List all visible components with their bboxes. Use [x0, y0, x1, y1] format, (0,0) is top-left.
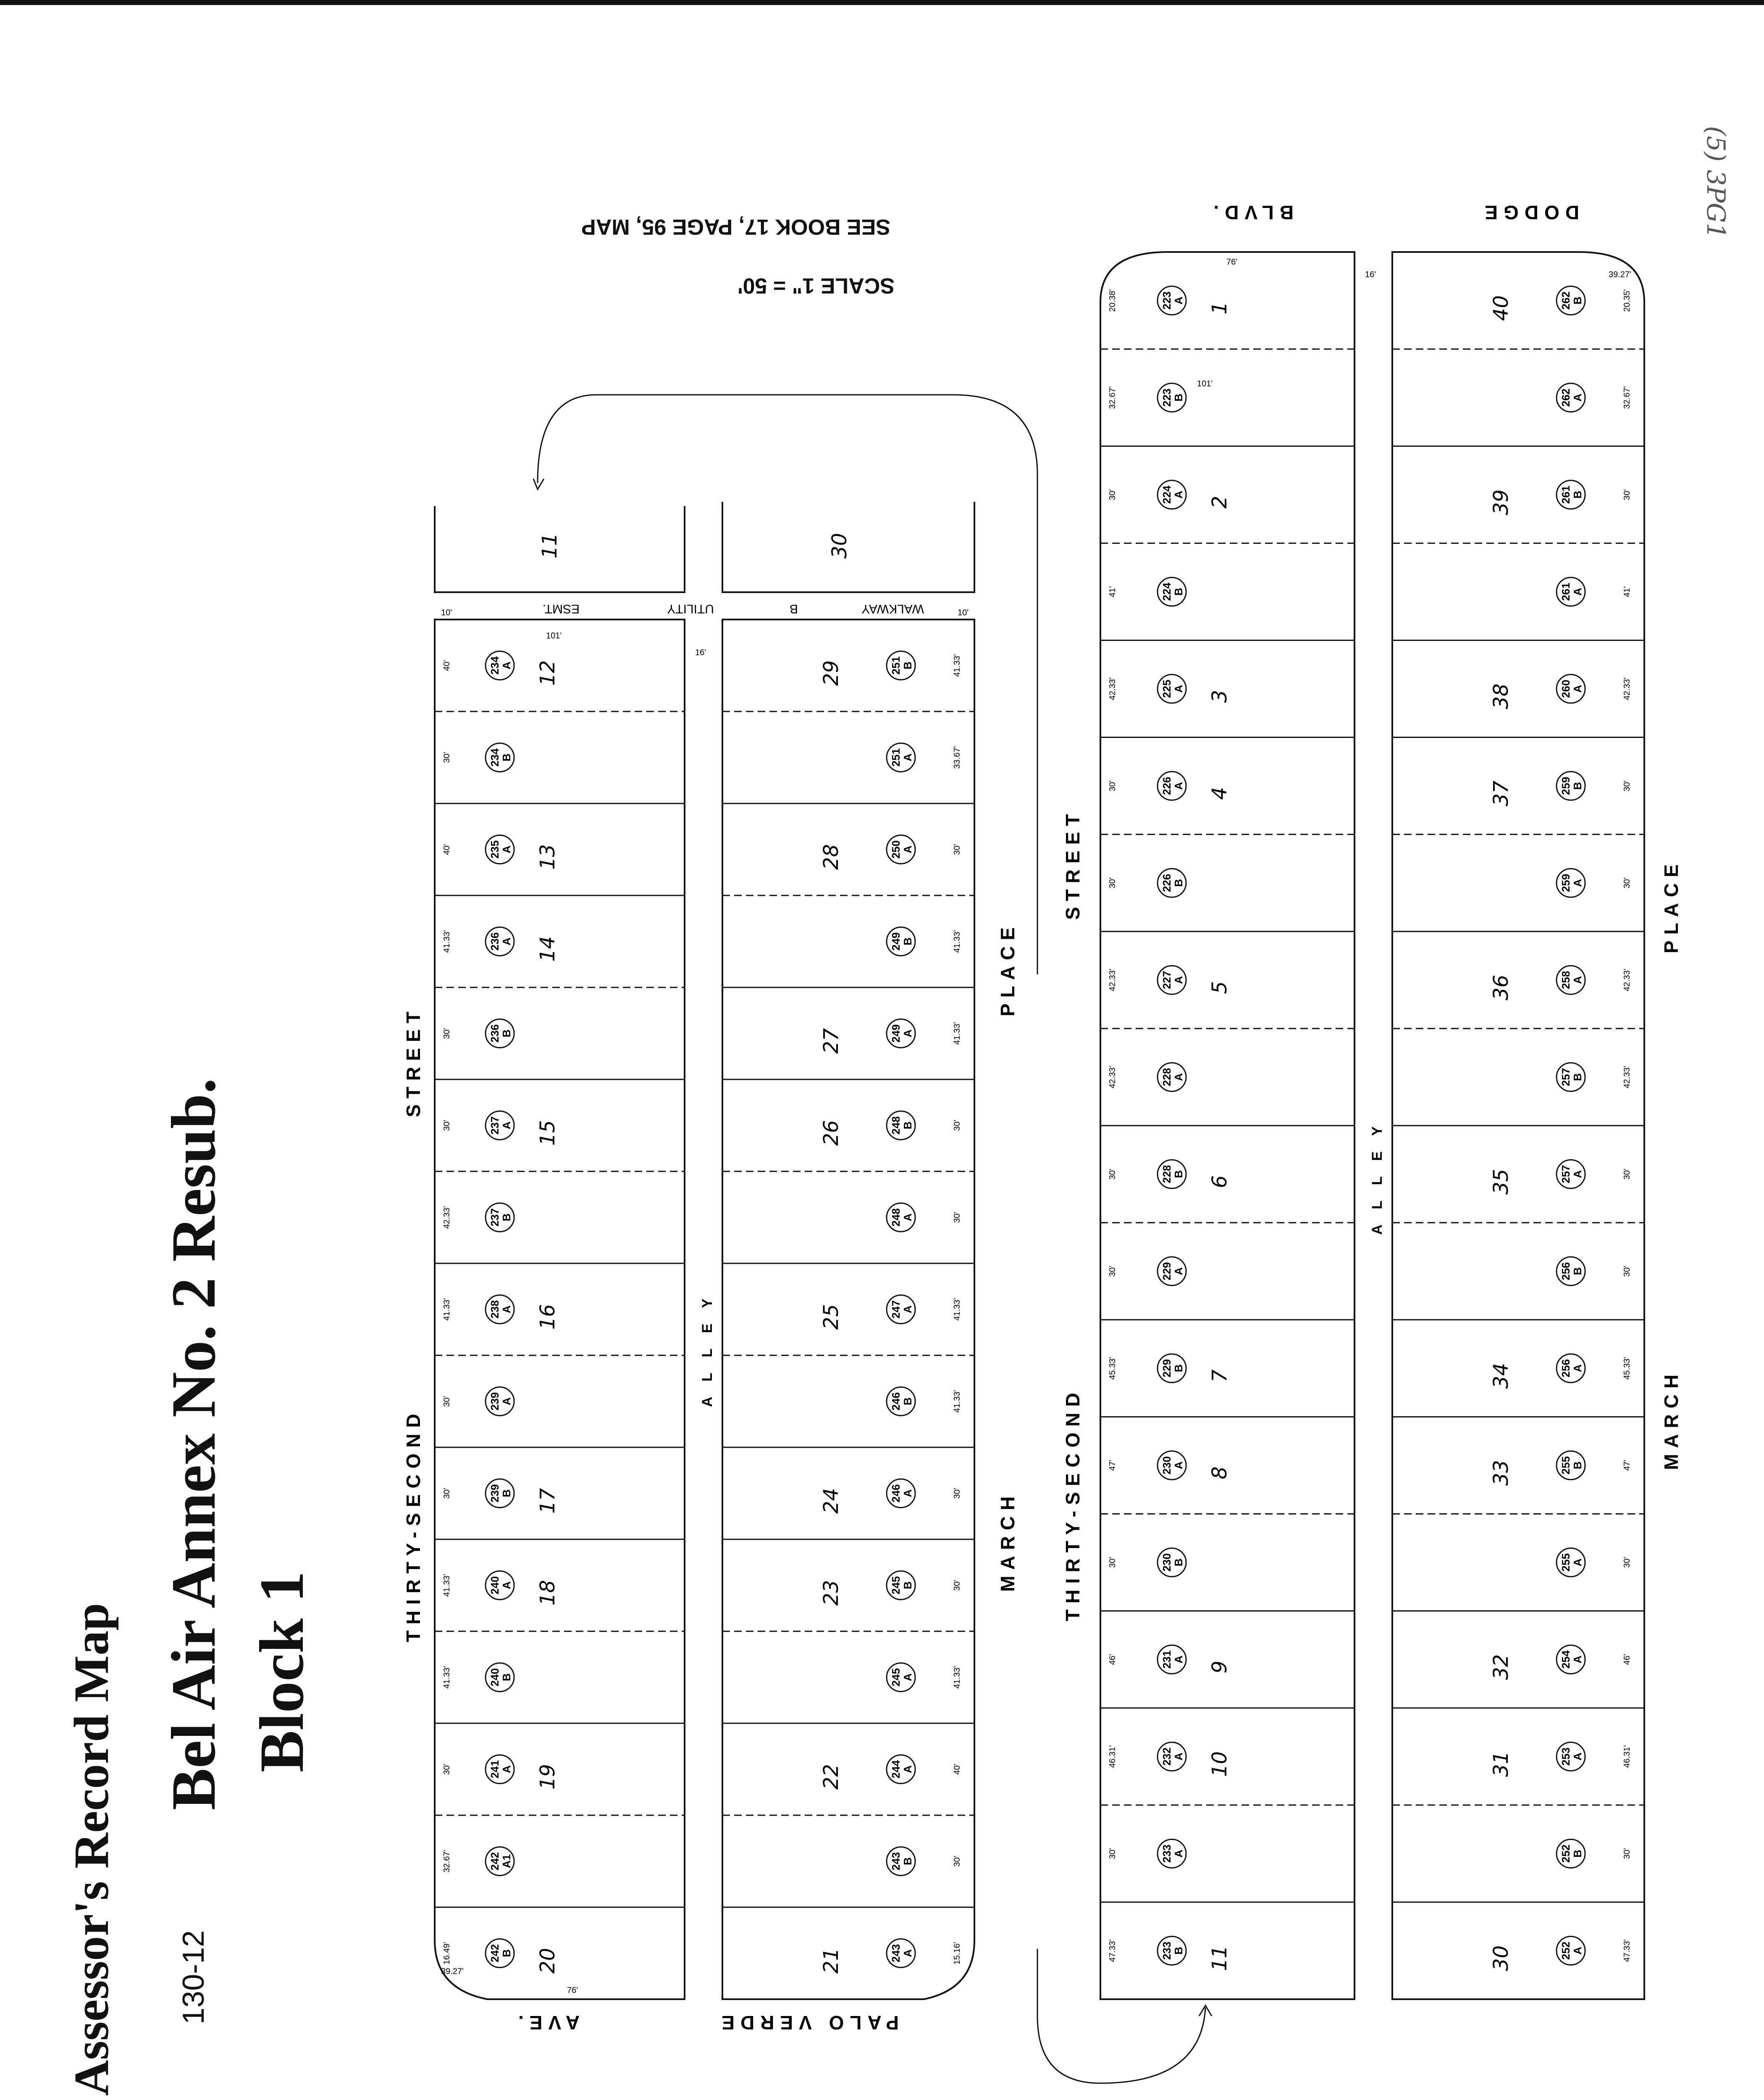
parcel-suffix: A: [1172, 782, 1185, 790]
parcel-suffix: A: [901, 753, 914, 761]
lot-number: 17: [536, 1488, 559, 1514]
street-march-center: MARCH: [997, 1490, 1018, 1592]
frontage-dimension: 41.33': [953, 930, 962, 953]
parcel-suffix: B: [901, 1121, 914, 1129]
parcel-suffix: A: [901, 1765, 914, 1773]
lot-number-top-left: 11: [538, 533, 562, 559]
parcel-suffix: A: [1571, 1558, 1584, 1567]
parcel-number: 228: [1160, 1068, 1173, 1087]
lot-number: 9: [1208, 1660, 1231, 1674]
parcel-suffix: A: [1571, 879, 1584, 887]
parcel-number: 227: [1160, 971, 1173, 990]
parcel-suffix: B: [901, 1397, 914, 1405]
parcel-number: 239: [488, 1392, 501, 1411]
frontage-dimension: 45.33': [1108, 1357, 1117, 1380]
lot-number: 37: [1489, 780, 1513, 806]
lot-number: 8: [1208, 1466, 1231, 1480]
lot-number: 29: [819, 660, 843, 686]
frontage-dimension: 30': [1108, 1557, 1117, 1568]
frontage-dimension: 30': [442, 1488, 452, 1499]
lot-number: 24: [819, 1488, 843, 1514]
parcel-suffix: A: [1172, 685, 1185, 693]
parcel-suffix: A: [901, 1949, 914, 1957]
frontage-dimension: 30': [1108, 877, 1117, 889]
parcel-number: 255: [1559, 1456, 1572, 1475]
frontage-dimension: 30': [953, 1488, 962, 1499]
parcel-suffix: A: [1571, 1170, 1584, 1178]
frontage-dimension: 42.33': [1622, 677, 1632, 700]
parcel-suffix: A: [500, 1581, 513, 1589]
lot-number: 31: [1489, 1751, 1513, 1777]
parcel-number: 260: [1559, 680, 1572, 698]
lot-number-top-right: 30: [828, 533, 851, 559]
handwritten-note: (5) 3PG1: [1701, 126, 1730, 239]
parcel-number: 252: [1559, 1941, 1572, 1960]
edge-dim-corner-right: 39.27': [1609, 270, 1631, 279]
parcel-number: 257: [1559, 1165, 1572, 1184]
frontage-dimension: 15.16': [953, 1942, 962, 1965]
parcel-suffix: A: [1172, 1655, 1185, 1664]
parcel-suffix: A: [901, 845, 914, 853]
street-dodge: DODGE: [1479, 202, 1579, 223]
lot-number: 28: [819, 844, 843, 870]
lot-number: 23: [819, 1580, 843, 1606]
parcel-suffix: B: [1172, 1558, 1185, 1567]
lot-number: 1: [1208, 302, 1231, 315]
parcel-number: 237: [488, 1208, 501, 1227]
lot-number: 18: [536, 1580, 559, 1606]
lot-number: 40: [1489, 295, 1513, 321]
parcel-suffix: A: [1172, 491, 1185, 499]
parcel-number: 261: [1559, 486, 1572, 504]
parcel-number: 251: [890, 656, 902, 675]
parcel-number: 251: [890, 748, 902, 767]
frontage-dimension: 30': [1108, 489, 1117, 500]
lot-number: 36: [1489, 974, 1513, 1000]
frontage-dimension: 47.33': [1108, 1939, 1117, 1962]
parcel-number: 230: [1160, 1456, 1173, 1475]
parcel-number: 241: [488, 1760, 501, 1779]
parcel-number: 226: [1160, 874, 1173, 892]
frontage-dimension: 20.38': [1108, 289, 1117, 312]
lot-number: 21: [819, 1948, 843, 1974]
utility-label: UTILITY: [667, 602, 714, 616]
frontage-dimension: 46': [1108, 1654, 1117, 1665]
parcel-number: 249: [890, 932, 902, 951]
see-book-note: SEE BOOK 17, PAGE 95, MAP: [581, 215, 890, 239]
parcel-number: 250: [890, 840, 902, 859]
street-thirty-second-right: THIRTY-SECOND: [1062, 1387, 1084, 1621]
parcel-suffix: A: [1571, 1947, 1584, 1955]
parcel-suffix: A: [1172, 1073, 1185, 1081]
parcel-number: 252: [1559, 1844, 1572, 1863]
parcel-suffix: B: [500, 1213, 513, 1221]
frontage-dimension: 41.33': [953, 1666, 962, 1689]
arrows: [533, 395, 1212, 2083]
parcel-suffix: A: [500, 1765, 513, 1773]
parcel-number: 225: [1160, 680, 1173, 698]
parcel-number: 234: [488, 748, 501, 767]
parcel-number: 223: [1160, 291, 1173, 310]
parcel-suffix: B: [500, 1489, 513, 1497]
lot-number: 19: [536, 1764, 559, 1790]
frontage-dimension: 46.31': [1108, 1745, 1117, 1768]
frontage-dimension: 40': [953, 1764, 962, 1775]
parcel-suffix: B: [1172, 588, 1185, 596]
edge-dim-16-left: 16': [695, 648, 706, 657]
frontage-dimension: 30': [1108, 1168, 1117, 1180]
parcel-suffix: A: [1571, 588, 1584, 596]
parcel-number: 234: [488, 656, 501, 675]
parcel-suffix: A: [901, 1305, 914, 1313]
frontage-dimension: 41.33': [442, 930, 452, 953]
parcel-suffix: A: [1571, 394, 1584, 402]
parcel-suffix: A: [1172, 1849, 1185, 1858]
parcel-suffix: A1: [500, 1854, 513, 1869]
street-thirty-second-left: THIRTY-SECOND: [402, 1408, 424, 1642]
parcel-number: 242: [488, 1852, 501, 1871]
parcel-suffix: B: [1172, 1947, 1185, 1955]
frontage-dimension: 46': [1622, 1654, 1632, 1665]
frontage-dimension: 41': [1108, 586, 1117, 597]
parcel-number: 237: [488, 1116, 501, 1135]
frontage-dimension: 46.31': [1622, 1745, 1632, 1768]
parcel-number: 242: [488, 1944, 501, 1963]
frontage-dimension: 41': [1622, 586, 1632, 597]
frontage-dimension: 30': [1622, 1265, 1632, 1277]
frontage-dimension: 30': [442, 1028, 452, 1039]
lot-number: 11: [1208, 1945, 1231, 1971]
street-label-right: STREET: [1062, 808, 1084, 920]
parcel-number: 239: [488, 1484, 501, 1503]
lot-number: 10: [1208, 1751, 1231, 1777]
frontage-dimension: 30': [1622, 877, 1632, 889]
frontage-dimension: 30': [1622, 1557, 1632, 1568]
frontage-dimension: 41.33': [442, 1666, 452, 1689]
parcel-number: 262: [1559, 388, 1572, 407]
lot-number: 15: [536, 1120, 559, 1146]
frontage-dimension: 30': [1622, 780, 1632, 792]
parcel-suffix: B: [1571, 491, 1584, 499]
frontage-dimension: 20.35': [1622, 289, 1632, 312]
parcel-suffix: B: [1172, 1364, 1185, 1373]
frontage-dimension: 33.67': [953, 746, 962, 769]
parcel-number: 230: [1160, 1553, 1173, 1572]
parcel-suffix: B: [500, 1029, 513, 1037]
parcel-suffix: B: [500, 1949, 513, 1957]
frontage-dimension: 41.33': [953, 654, 962, 677]
parcel-suffix: A: [1571, 1655, 1584, 1664]
parcel-number: 249: [890, 1024, 902, 1043]
parcel-suffix: B: [1172, 1170, 1185, 1178]
parcel-suffix: B: [1571, 782, 1584, 790]
parcel-number: 226: [1160, 777, 1173, 795]
lot-number: 27: [819, 1028, 843, 1054]
frontage-dimension: 45.33': [1622, 1357, 1632, 1380]
street-place-right: PLACE: [1660, 858, 1682, 953]
parcel-suffix: A: [500, 1397, 513, 1405]
parcel-suffix: A: [1571, 1364, 1584, 1373]
frontage-dimension: 30': [1622, 489, 1632, 500]
map-code: 130-12: [177, 1930, 210, 2024]
alley-left: A L L E Y: [699, 1292, 715, 1407]
parcel-suffix: B: [500, 753, 513, 761]
parcel-number: 233: [1160, 1941, 1173, 1960]
parcel-number: 236: [488, 932, 501, 951]
lot-number: 35: [1489, 1169, 1513, 1195]
street-ave: AVE.: [512, 2012, 580, 2034]
parcel-number: 245: [890, 1668, 902, 1687]
street-palo-verde: PALO VERDE: [716, 2012, 899, 2034]
parcel-number: 262: [1559, 291, 1572, 310]
edge-dim-76-top: 76': [1226, 257, 1238, 267]
lot-number: 2: [1208, 496, 1231, 509]
parcel-suffix: A: [1172, 297, 1185, 304]
frontage-dimension: 41.33': [442, 1574, 452, 1597]
parcel-suffix: A: [901, 1489, 914, 1497]
subdivision-title: Bel Air Annex No. 2 Resub.: [159, 1078, 228, 1810]
parcel-suffix: B: [901, 1581, 914, 1589]
parcel-number: 235: [488, 840, 501, 859]
frontage-dimension: 42.33': [442, 1206, 452, 1229]
parcel-number: 228: [1160, 1165, 1173, 1184]
edge-dim-corner-left: 39.27': [441, 1967, 464, 1976]
street-march-right: MARCH: [1660, 1368, 1682, 1470]
frontage-dimension: 30': [442, 752, 452, 763]
frontage-dimension: 41.33': [953, 1022, 962, 1045]
lot-number: 3: [1208, 690, 1231, 703]
frontage-dimension: 30': [953, 1856, 962, 1867]
frontage-dimension: 30': [1108, 780, 1117, 792]
parcel-suffix: B: [1172, 879, 1185, 887]
parcel-number: 246: [890, 1484, 902, 1503]
frontage-dimension: 30': [953, 1580, 962, 1591]
parcel-suffix: A: [901, 1673, 914, 1681]
parcel-suffix: A: [901, 1029, 914, 1037]
frontage-dimension: 30': [1622, 1168, 1632, 1180]
parcel-suffix: A: [901, 1213, 914, 1221]
lot-number: 4: [1208, 787, 1231, 800]
parcel-number: 245: [890, 1576, 902, 1595]
frontage-dimension: 41.33': [953, 1298, 962, 1321]
walkway-b-label: B: [789, 602, 798, 616]
frontage-dimension: 30': [442, 1396, 452, 1407]
parcel-suffix: B: [1172, 394, 1185, 402]
edge-dim-10-right: 10': [958, 608, 969, 617]
frontage-dimension: 30': [953, 1212, 962, 1223]
lot-number: 12: [536, 660, 559, 686]
parcel-number: 238: [488, 1300, 501, 1319]
parcel-suffix: B: [901, 937, 914, 945]
parcel-number: 243: [890, 1852, 902, 1871]
parcel-number: 261: [1559, 583, 1572, 601]
parcel-number: 224: [1160, 486, 1173, 504]
lot-number: 30: [1489, 1945, 1513, 1971]
scale-note: SCALE 1" = 50': [738, 273, 895, 298]
frontage-dimension: 40': [442, 844, 452, 855]
lot-number: 22: [819, 1764, 843, 1790]
block-title: Block 1: [247, 1571, 317, 1772]
frontage-dimension: 32.67': [1108, 386, 1117, 409]
parcel-number: 246: [890, 1392, 902, 1411]
parcel-suffix: A: [500, 1305, 513, 1313]
frontage-dimension: 30': [1108, 1265, 1117, 1277]
parcel-suffix: B: [901, 662, 914, 669]
parcel-suffix: B: [1571, 1461, 1584, 1470]
parcel-number: 258: [1559, 971, 1572, 990]
edge-dim-10-left: 10': [441, 608, 452, 617]
frontage-dimension: 41.33': [953, 1390, 962, 1413]
parcel-suffix: B: [1571, 297, 1584, 304]
street-blvd: BLVD.: [1208, 202, 1294, 223]
parcel-suffix: B: [1571, 1073, 1584, 1081]
parcel-number: 223: [1160, 388, 1173, 407]
frontage-dimension: 47': [1622, 1460, 1632, 1471]
parcel-number: 248: [890, 1208, 902, 1227]
parcel-number: 247: [890, 1300, 902, 1319]
parcel-suffix: B: [1571, 1849, 1584, 1858]
frontage-dimension: 47': [1108, 1460, 1117, 1471]
parcel-number: 236: [488, 1024, 501, 1043]
frontage-dimension: 42.33': [1108, 1066, 1117, 1089]
edge-dim-76-bottom: 76': [567, 1986, 578, 1995]
frontage-dimension: 30': [1622, 1848, 1632, 1859]
frontage-dimension: 42.33': [1622, 969, 1632, 992]
parcel-suffix: A: [1172, 1752, 1185, 1761]
frontage-dimension: 40': [442, 660, 452, 671]
lot-number: 5: [1208, 981, 1231, 994]
edge-dim-101-right: 101': [1197, 379, 1213, 388]
parcel-number: 257: [1559, 1068, 1572, 1087]
parcel-suffix: B: [901, 1857, 914, 1865]
street-place-center: PLACE: [997, 921, 1018, 1016]
parcel-suffix: A: [1571, 976, 1584, 984]
lot-number: 20: [536, 1948, 559, 1974]
parcel-suffix: A: [1571, 685, 1584, 693]
parcel-number: 254: [1559, 1650, 1572, 1669]
parcel-suffix: A: [500, 937, 513, 945]
esmt-label: ESMT.: [542, 602, 580, 616]
frontage-dimension: 30': [442, 1764, 452, 1775]
frontage-dimension: 42.33': [1108, 969, 1117, 992]
lot-number: 13: [536, 844, 559, 870]
parcel-number: 243: [890, 1944, 902, 1963]
frontage-dimension: 16.49': [442, 1942, 452, 1965]
parcel-suffix: A: [500, 662, 513, 669]
lot-number: 14: [536, 936, 559, 962]
parcel-number: 248: [890, 1116, 902, 1135]
parcel-number: 224: [1160, 583, 1173, 601]
lot-number: 25: [819, 1304, 843, 1330]
parcel-number: 240: [488, 1576, 501, 1595]
frontage-dimension: 32.67': [1622, 386, 1632, 409]
edge-dim-101-left: 101': [546, 631, 562, 640]
lot-number: 26: [819, 1120, 843, 1146]
frontage-dimension: 41.33': [442, 1298, 452, 1321]
parcel-number: 244: [890, 1760, 902, 1779]
frontage-dimension: 42.33': [1622, 1066, 1632, 1089]
parcel-suffix: A: [1172, 976, 1185, 984]
frontage-dimension: 30': [953, 1120, 962, 1131]
parcel-suffix: A: [500, 1121, 513, 1129]
frontage-dimension: 47.33': [1622, 1939, 1632, 1962]
frontage-dimension: 30': [1108, 1848, 1117, 1859]
lot-number: 34: [1489, 1363, 1513, 1389]
parcel-number: 255: [1559, 1553, 1572, 1572]
lot-number: 32: [1489, 1654, 1513, 1680]
parcel-number: 256: [1559, 1359, 1572, 1378]
parcel-suffix: B: [1571, 1267, 1584, 1276]
parcel-suffix: A: [1172, 1267, 1185, 1276]
frontage-dimension: 32.67': [442, 1850, 452, 1873]
walkway-label: WALKWAY: [861, 602, 924, 616]
parcel-number: 259: [1559, 874, 1572, 892]
edge-dim-16-right: 16': [1365, 270, 1376, 279]
frontage-dimension: 42.33': [1108, 677, 1117, 700]
parcel-number: 229: [1160, 1359, 1173, 1378]
lot-number: 7: [1208, 1369, 1231, 1383]
lot-number: 38: [1489, 683, 1513, 709]
parcel-number: 259: [1559, 777, 1572, 795]
map-title: Assessor's Record Map: [64, 1603, 119, 2096]
lot-number: 16: [536, 1304, 559, 1330]
lot-number: 33: [1489, 1460, 1513, 1486]
parcel-suffix: A: [500, 845, 513, 853]
parcel-suffix: B: [500, 1673, 513, 1681]
parcel-suffix: A: [1172, 1461, 1185, 1470]
parcel-suffix: A: [1571, 1752, 1584, 1761]
parcel-number: 231: [1160, 1650, 1173, 1669]
parcel-number: 233: [1160, 1844, 1173, 1863]
lot-number: 6: [1208, 1175, 1231, 1188]
alley-right: A L L E Y: [1369, 1120, 1385, 1235]
parcel-number: 240: [488, 1668, 501, 1687]
parcel-number: 229: [1160, 1262, 1173, 1281]
frontage-dimension: 30': [442, 1120, 452, 1131]
parcel-number: 253: [1559, 1747, 1572, 1766]
street-label-left: STREET: [402, 1005, 424, 1117]
frontage-dimension: 30': [953, 844, 962, 855]
lot-rows: [435, 286, 1644, 1974]
parcel-number: 256: [1559, 1262, 1572, 1281]
lot-number: 39: [1489, 489, 1513, 515]
parcel-number: 232: [1160, 1747, 1173, 1766]
